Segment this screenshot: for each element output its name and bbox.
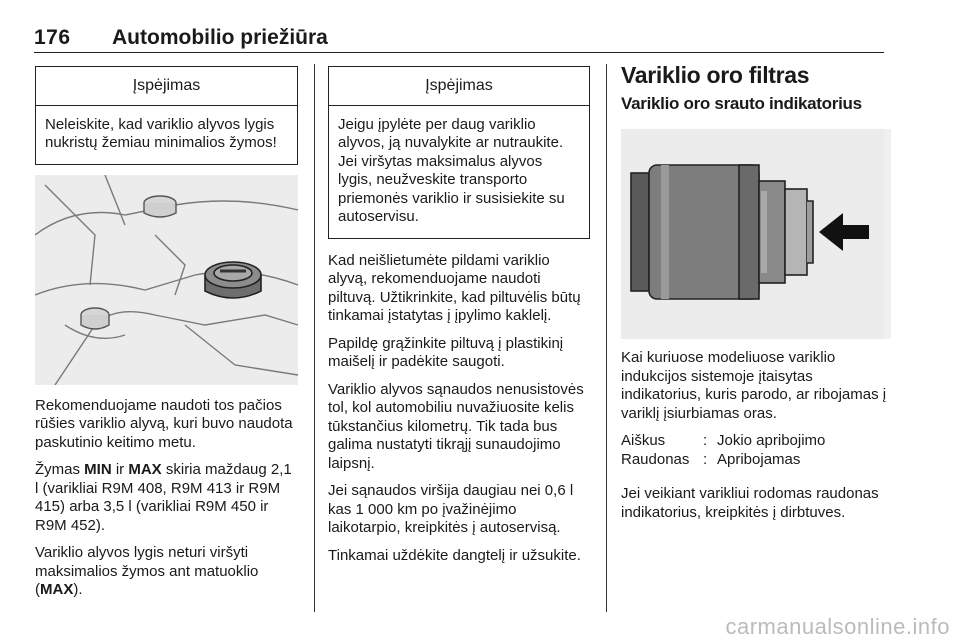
funnel-paragraph: Kad neišlietumėte pildami variklio alyvą, rekomenduojame naudoti piltuvą. Užtikrinkite, kad piltuvėlis būtų tinkamai įstatytas į įpylimo kaklelį. [328, 251, 581, 324]
oil-marks-paragraph [35, 461, 298, 535]
min-mark-label: MIN [84, 461, 112, 478]
subsection-heading: Variklio oro srauto indikatorius [621, 93, 862, 113]
text-run: Variklio alyvos lygis neturi viršyti maksimalios žymos ant matuoklio ( [35, 544, 259, 598]
indicator-status-list [621, 432, 891, 469]
air-flow-indicator-illustration [621, 129, 891, 339]
funnel-storage-paragraph: Papildę grąžinkite piltuvą į plastikinį maišelį ir padėkite saugoti. [328, 334, 564, 370]
column-1 [35, 66, 298, 609]
warning-box [35, 66, 298, 165]
status-term: Raudonas [621, 450, 690, 468]
oil-max-paragraph [35, 544, 298, 600]
page-number: 176 [34, 26, 71, 49]
warning-text: Neleiskite, kad variklio alyvos lygis nukristų žemiau minimalios žymos! [45, 115, 277, 151]
air-flow-indicator-drawing [621, 129, 884, 339]
max-mark-label: MAX [128, 461, 162, 478]
warning-box [328, 66, 590, 239]
cap-paragraph: Tinkamai uždėkite dangtelį ir užsukite. [328, 546, 581, 564]
oil-type-paragraph: Rekomenduojame naudoti tos pačios rūšies variklio alyvą, kuri buvo naudota paskutinio keitimo metu. [35, 396, 293, 451]
text-run: ir [111, 461, 129, 478]
column-2 [328, 66, 590, 574]
column-3 [621, 62, 891, 531]
engine-bay-drawing [35, 175, 298, 385]
warning-title: Įspėjimas [329, 67, 589, 106]
warning-title: Įspėjimas [36, 67, 297, 106]
status-term: Aiškus [621, 432, 666, 449]
red-indicator-paragraph: Jei veikiant varikliui rodomas raudonas indikatorius, kreipkitės į dirbtuves. [621, 485, 879, 521]
text-run: ). [73, 581, 83, 598]
status-description: Jokio apribojimo [717, 432, 826, 449]
consumption-limit-paragraph: Jei sąnaudos viršija daugiau nei 0,6 l kas 1 000 km po įvažinėjimo laikotarpio, kreipkitės į autoservisą. [328, 482, 574, 536]
column-divider-1 [314, 64, 315, 612]
page-title: Automobilio priežiūra [112, 26, 328, 49]
status-separator: : [703, 450, 708, 468]
max-mark-label: MAX [40, 581, 74, 598]
column-divider-2 [606, 64, 607, 612]
text-run: skiria maždaug 2,1 l (varikliai R9M 408, R9M 413 ir R9M 415) arba 3,5 l (varikliai R9M 450 ir R9M 452). [35, 461, 292, 534]
header-divider [34, 52, 884, 53]
watermark: carmanualsonline.info [725, 614, 950, 639]
status-description: Apribojamas [717, 450, 801, 468]
status-separator: : [703, 432, 708, 449]
section-heading: Variklio oro filtras [621, 62, 810, 88]
warning-text: Jeigu įpylėte per daug variklio alyvos, ją nuvalykite ar nutraukite. Jei viršytas maksimalus alyvos lygis, neužveskite transporto priemonės variklio ir susisiekite su autoservisu. [338, 115, 565, 225]
oil-consumption-paragraph: Variklio alyvos sąnaudos nenusistovės tol, kol automobiliu nuvažiuosite kelis tūkstančius kilometrų. Tik tada bus galima nustatyti tikrąjį sunaudojimo laipsnį. [328, 380, 584, 472]
page-header [34, 26, 884, 50]
text-run: Žymas [35, 461, 85, 478]
engine-oil-cap-illustration [35, 175, 298, 385]
indicator-description-paragraph: Kai kuriuose modeliuose variklio indukcijos sistemoje įtaisytas indikatorius, kuris parodo, ar ribojamas į variklį įsiurbiamas oras. [621, 349, 887, 422]
